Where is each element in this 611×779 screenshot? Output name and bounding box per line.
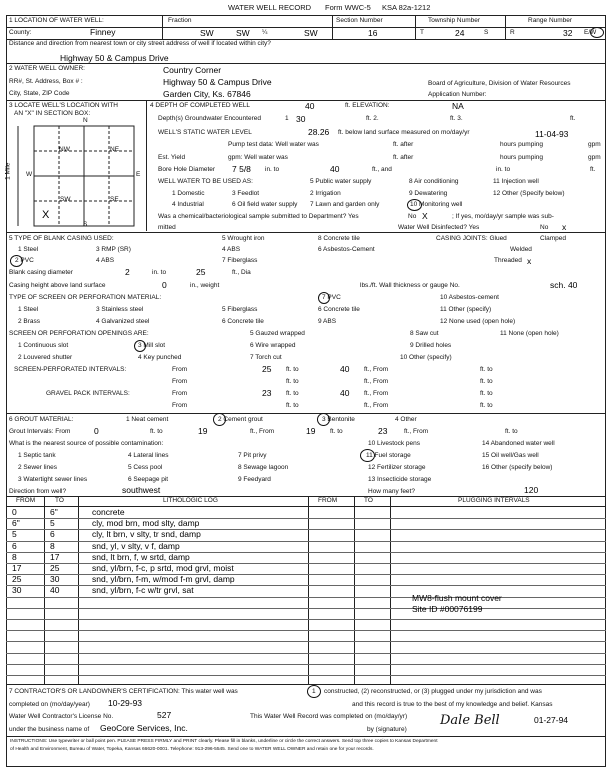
section-label: Section Number <box>336 17 383 24</box>
divider <box>78 496 79 684</box>
log-to: 6 <box>50 529 55 540</box>
grout-ft-to-3: ft. to <box>505 428 518 435</box>
bore-in-to-2: in. to <box>496 166 511 173</box>
business-value: GeoCore Services, Inc. <box>100 723 188 733</box>
screen-item: 6 Concrete tile <box>318 306 360 313</box>
log-to2-header: TO <box>364 497 373 504</box>
spi-label: SCREEN-PERFORATED INTERVALS: <box>14 366 127 373</box>
direction-value: southwest <box>122 485 161 495</box>
opening-item-mill: 3 Mill slot <box>138 342 166 349</box>
feet-label: How many feet? <box>368 488 415 495</box>
license-label: Water Well Contractor's License No. <box>9 713 114 720</box>
bore-label: Bore Hole Diameter <box>158 166 216 173</box>
use-item: 1 Domestic <box>172 190 205 197</box>
use-label: WELL WATER TO BE USED AS: <box>158 178 253 185</box>
log-from: 6 <box>12 540 17 551</box>
spi-ft-from: ft., From <box>364 366 389 373</box>
gpi-to-value: 40 <box>340 388 350 398</box>
grout-item: 1 Neat cement <box>126 416 169 423</box>
bore-ft: ft. <box>590 166 596 173</box>
gw-3: ft. 3. <box>450 115 463 122</box>
casing-label: 5 TYPE OF BLANK CASING USED: <box>9 235 114 242</box>
opening-item: 1 Continuous slot <box>18 342 69 349</box>
contam-item: 14 Abandoned water well <box>482 440 555 447</box>
screen-item: 12 None used (open hole) <box>440 318 516 325</box>
section3-label: 3 LOCATE WELL'S LOCATION WITH <box>9 102 118 109</box>
pump-hours: hours pumping <box>500 141 543 148</box>
divider <box>6 232 606 233</box>
casing-item: 6 Asbestos-Cement <box>318 246 375 253</box>
screen-label: TYPE OF SCREEN OR PERFORATION MATERIAL: <box>9 294 162 301</box>
screen-item: 4 Galvanized steel <box>96 318 150 325</box>
log-from: 0 <box>12 507 17 517</box>
grout-item-cement: 2 Cement grout <box>218 416 263 423</box>
plug-note-1: MW8-flush mount cover <box>412 593 502 603</box>
log-to: 6" <box>50 507 58 517</box>
use-item: 5 Public water supply <box>310 178 372 185</box>
certification-label-2: constructed, (2) reconstructed, or (3) plugged under my jurisdiction and was <box>324 688 542 695</box>
bore-ft-and: ft., and <box>372 166 392 173</box>
grout-ft-to-2: ft. to <box>330 428 343 435</box>
height-label: Casing height above land surface <box>9 282 106 289</box>
chem-tail: ; If yes, mo/day/yr sample was sub- <box>452 213 554 220</box>
diameter-label: Blank casing diameter <box>9 269 73 276</box>
contam-item: 8 Sewage lagoon <box>238 464 289 471</box>
log-desc: snd, yl/brn, f-c, p srtd, mod grvl, moist <box>92 563 234 573</box>
elevation-value: NA <box>452 101 464 111</box>
log-to: 17 <box>50 551 60 562</box>
spi-from-value: 25 <box>262 364 272 374</box>
diameter-ft-dia: ft., Dia <box>232 269 251 276</box>
log-row-line <box>6 664 606 665</box>
lithologic-header: LITHOLOGIC LOG <box>163 497 218 504</box>
gpi-ft-to-4: ft. to <box>480 402 493 409</box>
log-desc: cly, lt brn, v slty, tr snd, damp <box>92 529 201 540</box>
sw-label: SW <box>60 196 71 203</box>
pump-label: Pump test data: Well water was <box>228 141 319 148</box>
casing-item: 4 ABS <box>222 246 241 253</box>
log-desc: cly, mod brn, mod slty, damp <box>92 518 200 529</box>
grout-intervals-label: Grout Intervals: From <box>9 428 71 435</box>
spi-ft-to-4: ft. to <box>480 378 493 385</box>
contam-item: 5 Cess pool <box>128 464 163 471</box>
gpi-ft-to-3: ft. to <box>286 402 299 409</box>
gpi-ft-from: ft., From <box>364 390 389 397</box>
contam-item: 1 Septic tank <box>18 452 56 459</box>
use-item: 2 Irrigation <box>310 190 341 197</box>
chem-no: No <box>408 213 417 220</box>
gpi-from-value: 23 <box>262 388 272 398</box>
disinfected-label: Water Well Disinfected? Yes <box>398 224 480 231</box>
casing-item: 4 ABS <box>96 257 115 264</box>
use-item: 11 Injection well <box>493 178 539 185</box>
use-item: 8 Air conditioning <box>409 178 459 185</box>
divider <box>146 100 147 231</box>
height-value: 0 <box>162 280 167 290</box>
casing-item-pvc: 2 PVC <box>15 257 34 264</box>
township-dir: S <box>484 29 489 36</box>
section3-label-2: AN "X" IN SECTION BOX: <box>14 110 91 117</box>
use-item: 6 Oil field water supply <box>232 201 298 208</box>
static-tail: ft. below land surface measured on mo/day/yr <box>338 129 470 136</box>
grout-label: 6 GROUT MATERIAL: <box>9 416 74 423</box>
constructed-number: 1 <box>312 688 316 695</box>
se-label: SE <box>110 196 119 203</box>
bore-to-value: 40 <box>330 164 340 174</box>
casing-item: 1 Steel <box>18 246 39 253</box>
gw-1: 1 <box>285 115 289 122</box>
gw-ft: ft. <box>570 115 576 122</box>
gpi-ft-to: ft. to <box>286 390 299 397</box>
log-from-header: FROM <box>16 497 36 504</box>
welded-label: Welded <box>510 246 532 253</box>
grout-from-2: 19 <box>306 426 316 436</box>
contam-item: 4 Lateral lines <box>128 452 169 459</box>
yield-label: Est. Yield <box>158 154 186 161</box>
gauge-label: lbs./ft. Wall thickness or gauge No. <box>360 282 460 289</box>
divider <box>6 684 606 685</box>
township-value: 24 <box>455 28 465 38</box>
log-to: 40 <box>50 585 60 596</box>
cement-grout-circle <box>213 413 226 426</box>
ksa-number: KSA 82a-1212 <box>382 3 431 12</box>
grout-ft-from: ft., From <box>250 428 275 435</box>
log-row-line <box>6 653 606 654</box>
mitted-label: mitted <box>158 224 176 231</box>
disinfected-no: No <box>540 224 549 231</box>
county-label: County: <box>9 29 32 36</box>
opening-item: 5 Gauzed wrapped <box>250 330 305 337</box>
log-row-line <box>6 630 606 631</box>
plug-note-2: Site ID #00076199 <box>412 604 483 614</box>
spi-from-label-2: From <box>172 378 188 385</box>
gpi-ft-to-2: ft. to <box>480 390 493 397</box>
north-label: N <box>83 117 88 124</box>
direction-label: Direction from well? <box>9 488 67 495</box>
diameter-to: 25 <box>196 267 206 277</box>
divider <box>6 63 606 64</box>
opening-item: 7 Torch cut <box>250 354 282 361</box>
grout-item: 4 Other <box>395 416 417 423</box>
contam-item: 6 Seepage pit <box>128 476 169 483</box>
casing-item: 7 Fiberglass <box>222 257 258 264</box>
opening-item: 8 Saw cut <box>410 330 439 337</box>
screen-item: 1 Steel <box>18 306 39 313</box>
grout-ft-from-2: ft., From <box>404 428 429 435</box>
log-desc: snd, yl/brn, f-m, w/mod f-m grvl, damp <box>92 574 235 585</box>
screen-item: 5 Fiberglass <box>222 306 258 313</box>
clamped-label: Clamped <box>540 235 567 242</box>
gw-2: ft. 2. <box>366 115 379 122</box>
gpi-label: GRAVEL PACK INTERVALS: <box>46 390 130 397</box>
use-item: 7 Lawn and garden only <box>310 201 380 208</box>
pump-gpm: gpm <box>588 141 601 148</box>
log-row-line <box>6 675 606 676</box>
screen-item: 3 Stainless steel <box>96 306 144 313</box>
fuel-storage-circle <box>360 449 375 462</box>
openings-label: SCREEN OR PERFORATION OPENINGS ARE: <box>9 330 149 337</box>
true-statement: and this record is true to the best of my knowledge and belief. Kansas <box>352 701 553 708</box>
grout-ft-to: ft. to <box>150 428 163 435</box>
yield-hours: hours pumping <box>500 154 543 161</box>
section-value: 16 <box>368 28 378 38</box>
signature: Dale Bell <box>440 713 500 728</box>
static-label: WELL'S STATIC WATER LEVEL <box>158 129 252 136</box>
application-label: Application Number: <box>428 91 487 98</box>
record-date: 01-27-94 <box>534 715 569 725</box>
log-desc: snd, lt brn, f, w srtd, damp <box>92 551 190 562</box>
screen-item: 11 Other (specify) <box>440 306 492 313</box>
static-value: 28.26 <box>308 127 330 137</box>
record-label: This Water Well Record was completed on (mo/day/yr) <box>250 713 408 720</box>
city-label: City, State, ZIP Code <box>9 90 70 97</box>
range-dir-circle <box>590 27 604 38</box>
certification-label: 7 CONTRACTOR'S OR LANDOWNER'S CERTIFICATION: This water well was <box>9 688 238 695</box>
mile-label: 1 Mile <box>4 162 12 180</box>
distance-label: Distance and direction from nearest town or city street address of well if located within city? <box>9 40 271 47</box>
instructions-1: INSTRUCTIONS: Use typewriter or ball point pen. PLEASE PRESS FIRMLY and PRINT clearly. Please fill in blanks, underline or circle the correct answers. Send top three copies to Kansas Department <box>10 739 438 744</box>
address-label: RR#, St. Address, Box # : <box>9 78 83 85</box>
township-t: T <box>420 29 424 36</box>
signature-label: by (signature) <box>367 726 407 733</box>
opening-item: 4 Key punched <box>138 354 182 361</box>
gpi-from-label: From <box>172 390 188 397</box>
log-to-header: TO <box>55 497 64 504</box>
casing-item: 3 RMP (SR) <box>96 246 131 253</box>
chem-x: X <box>422 211 428 221</box>
divider <box>308 496 309 684</box>
log-to: 5 <box>50 518 55 529</box>
range-r: R <box>510 29 515 36</box>
opening-item: 9 Drilled holes <box>410 342 452 349</box>
disinfected-x: x <box>562 222 567 232</box>
threaded-label: Threaded <box>494 257 522 264</box>
screen-item: 9 ABS <box>318 318 337 325</box>
feet-value: 120 <box>524 485 539 495</box>
nw-label: NW <box>59 146 70 153</box>
screen-pvc-circle <box>318 292 330 304</box>
casing-item: 5 Wrought iron <box>222 235 265 242</box>
spi-from-label: From <box>172 366 188 373</box>
log-row-line <box>6 641 606 642</box>
pump-ft-after: ft. after <box>393 141 414 148</box>
owner-name: Country Corner <box>163 65 222 75</box>
gw-label: Depth(s) Groundwater Encountered <box>158 115 261 122</box>
well-x-mark: X <box>42 209 50 221</box>
screen-item: 6 Concrete tile <box>222 318 264 325</box>
diameter-value: 2 <box>125 267 130 277</box>
form-number: Form WWC-5 <box>325 3 371 12</box>
range-label: Range Number <box>528 17 573 24</box>
grout-item-bentonite: 3 Bentonite <box>322 416 355 423</box>
county-value: Finney <box>90 27 116 37</box>
contamination-label: What is the nearest source of possible contamination: <box>9 440 164 447</box>
log-from: 5 <box>12 529 17 540</box>
fraction-1: SW <box>200 28 214 38</box>
west-label: W <box>26 171 33 178</box>
depth-value: 40 <box>305 101 315 111</box>
contam-item: 12 Fertilizer storage <box>368 464 426 471</box>
log-from: 30 <box>12 585 22 596</box>
opening-item: 11 None (open hole) <box>500 330 559 337</box>
board-label: Board of Agriculture, Division of Water Resources <box>428 80 571 87</box>
log-row-line <box>6 597 606 598</box>
diameter-in-to: in. to <box>152 269 167 276</box>
quarter-symbol: ¼ <box>262 29 268 36</box>
location-label: 1 LOCATION OF WATER WELL: <box>9 17 104 24</box>
owner-address: Highway 50 & Campus Drive <box>163 77 272 87</box>
log-from: 25 <box>12 574 22 585</box>
spi-ft-to: ft. to <box>286 366 299 373</box>
mill-slot-circle <box>134 340 146 352</box>
log-desc: concrete <box>92 507 125 517</box>
log-row-line <box>6 608 606 609</box>
contam-item-fuel: 11 Fuel storage <box>366 452 411 459</box>
static-date: 11-04-93 <box>535 129 569 139</box>
use-item: 4 Industrial <box>172 201 204 208</box>
completed-label: completed on (mo/day/year) <box>9 701 90 708</box>
log-desc: snd, yl, v slty, v f, damp <box>92 540 180 551</box>
range-value: 32 <box>563 28 573 38</box>
bore-value: 7 5/8 <box>232 164 251 174</box>
contam-item: 7 Pit privy <box>238 452 267 459</box>
form-title: WATER WELL RECORD <box>228 3 312 12</box>
opening-item: 10 Other (specify) <box>400 354 452 361</box>
spi-ft-to-3: ft. to <box>286 378 299 385</box>
log-from2-header: FROM <box>318 497 338 504</box>
yield-mid: gpm: Well water was <box>228 154 288 161</box>
use-item: 12 Other (Specify below) <box>493 190 565 197</box>
casing-item: 8 Concrete tile <box>318 235 360 242</box>
distance-value: Highway 50 & Campus Drive <box>60 53 169 63</box>
owner-city: Garden City, Ks. 67846 <box>163 89 251 99</box>
divider <box>6 413 606 414</box>
depth-label: 4 DEPTH OF COMPLETED WELL <box>150 102 251 109</box>
use-item: 3 Feedlot <box>232 190 260 197</box>
log-from: 17 <box>12 563 22 573</box>
elevation-label: ft. ELEVATION: <box>345 102 390 109</box>
contam-item: 16 Other (specify below) <box>482 464 553 471</box>
gw-1-value: 30 <box>296 114 306 124</box>
use-item: 9 Dewatering <box>409 190 448 197</box>
township-label: Township Number <box>428 17 481 24</box>
opening-item: 6 Wire wrapped <box>250 342 296 349</box>
spi-ft-to-2: ft. to <box>480 366 493 373</box>
fraction-2: SW <box>236 28 250 38</box>
divider <box>390 496 391 684</box>
contam-item: 13 Insecticide storage <box>368 476 432 483</box>
license-value: 527 <box>157 710 172 720</box>
use-item-monitoring: 10 Monitoring well <box>410 201 463 208</box>
east-label: E <box>136 171 141 178</box>
owner-label: 2 WATER WELL OWNER: <box>9 65 85 72</box>
log-to: 25 <box>50 563 60 573</box>
contam-item: 10 Livestock pens <box>368 440 421 447</box>
fraction-3: SW <box>304 28 318 38</box>
joints-label: CASING JOINTS: Glued <box>436 235 507 242</box>
screen-item: 2 Brass <box>18 318 41 325</box>
weight-label: in., weight <box>190 282 220 289</box>
divider <box>6 736 606 737</box>
divider <box>44 496 45 684</box>
opening-item: 2 Louvered shutter <box>18 354 73 361</box>
instructions-2: of Health and Environment, Bureau of Water, Topeka, Kansas 66620-0001. Telephone: 913-296-5545. Send one to WATER WELL OWNER and retain one for your records. <box>10 747 374 752</box>
bentonite-circle <box>317 413 330 426</box>
threaded-x: x <box>527 256 532 266</box>
screen-item-pvc: 7 PVC <box>322 294 341 301</box>
contam-item: 9 Feedyard <box>238 476 271 483</box>
contam-item: 3 Watertight sewer lines <box>18 476 88 483</box>
spi-to-value: 40 <box>340 364 350 374</box>
grout-to: 19 <box>198 426 208 436</box>
log-from: 6" <box>12 518 20 529</box>
log-to: 8 <box>50 540 55 551</box>
ne-label: NE <box>110 146 120 153</box>
pvc-circle <box>10 255 23 267</box>
completed-date: 10-29-93 <box>108 698 143 708</box>
fraction-label: Fraction <box>168 17 192 24</box>
log-desc: snd, yl/brn, f-c w/tr grvl, sat <box>92 585 194 596</box>
grout-from: 0 <box>94 426 99 436</box>
bore-in-to: in. to <box>265 166 280 173</box>
yield-ft-after: ft. after <box>393 154 414 161</box>
chem-label: Was a chemical/bacteriological sample submitted to Department? Yes <box>158 213 359 220</box>
range-dir: E/W <box>584 29 597 36</box>
divider <box>354 496 355 684</box>
contam-item: 2 Sewer lines <box>18 464 58 471</box>
screen-item: 10 Asbestos-cement <box>440 294 499 301</box>
contam-item: 15 Oil well/Gas well <box>482 452 539 459</box>
log-to: 30 <box>50 574 60 585</box>
business-label: under the business name of <box>9 726 90 733</box>
log-from: 8 <box>12 551 17 562</box>
grout-to-2: 23 <box>378 426 388 436</box>
monitoring-circle <box>407 199 422 211</box>
south-label: S <box>83 221 88 228</box>
gpi-from-label-2: From <box>172 402 188 409</box>
plugging-header: PLUGGING INTERVALS <box>458 497 530 504</box>
yield-gpm: gpm <box>588 154 601 161</box>
gpi-ft-from-2: ft., From <box>364 402 389 409</box>
gauge-value: sch. 40 <box>550 280 578 290</box>
log-row-line <box>6 619 606 620</box>
spi-ft-from-2: ft., From <box>364 378 389 385</box>
